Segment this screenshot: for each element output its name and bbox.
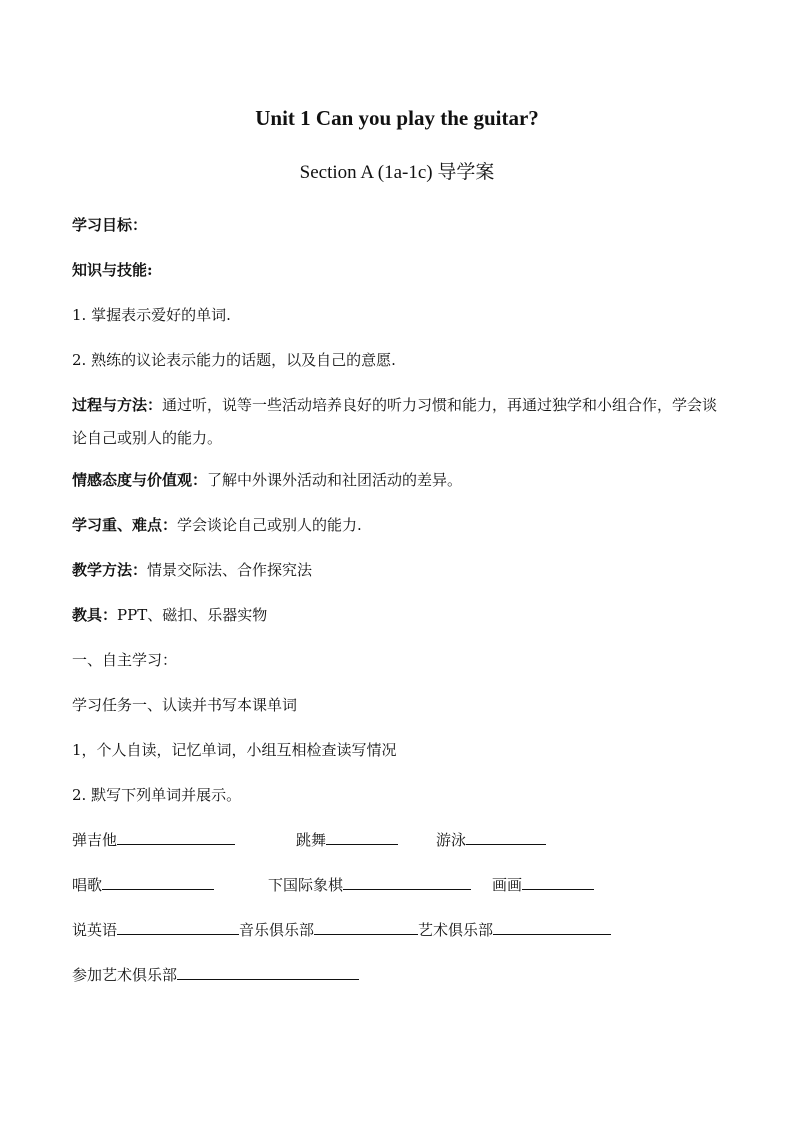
answer-blank[interactable] (177, 965, 359, 980)
answer-blank[interactable] (117, 920, 239, 935)
methods-label: 教学方法： (72, 561, 148, 579)
page-title: Unit 1 Can you play the guitar? (255, 106, 539, 130)
vocab-item (72, 919, 611, 941)
objectives-heading: 学习目标： (72, 216, 148, 234)
step2-line: 2. 默写下列单词并展示。 (72, 786, 242, 804)
vocab-item (72, 829, 235, 851)
answer-blank[interactable] (466, 830, 546, 845)
answer-blank[interactable] (102, 875, 214, 890)
process-text: 通过听，说等一些活动培养良好的听力习惯和能力，再通过独学和小组合作，学会谈论自己或别人的能力。 (72, 396, 718, 447)
vocab-word: 艺术俱乐部 (418, 921, 494, 939)
key-points-line (72, 514, 362, 536)
vocab-word: 下国际象棋 (268, 876, 344, 894)
vocab-word: 弹吉他 (72, 831, 118, 849)
answer-blank[interactable] (326, 830, 398, 845)
methods-text: 情景交际法、合作探究法 (147, 561, 313, 579)
vocab-word: 唱歌 (72, 876, 103, 894)
knowledge-item-1: 1. 掌握表示爱好的单词. (72, 306, 231, 324)
vocab-word: 说英语 (72, 921, 118, 939)
answer-blank[interactable] (314, 920, 418, 935)
vocab-item (296, 829, 398, 851)
vocab-item (268, 874, 471, 896)
vocab-item (436, 829, 546, 851)
emotion-line (72, 469, 462, 491)
answer-blank[interactable] (343, 875, 471, 890)
step1-line: 1，个人自读，记忆单词，小组互相检查读写情况 (72, 741, 397, 759)
emotion-label: 情感态度与价值观： (72, 471, 208, 489)
tools-label: 教具： (72, 606, 118, 624)
answer-blank[interactable] (117, 830, 235, 845)
vocab-word: 跳舞 (296, 831, 327, 849)
task1-line: 学习任务一、认读并书写本课单词 (72, 696, 298, 714)
vocab-word: 音乐俱乐部 (239, 921, 315, 939)
process-label: 过程与方法： (72, 396, 163, 414)
tools-line (72, 604, 267, 626)
vocab-word: 游泳 (436, 831, 467, 849)
vocab-item (72, 964, 359, 986)
vocab-word: 画画 (492, 876, 523, 894)
answer-blank[interactable] (522, 875, 594, 890)
page-subtitle: Section A (1a-1c) 导学案 (299, 162, 495, 183)
vocab-item (492, 874, 594, 896)
tools-text: PPT、磁扣、乐器实物 (117, 606, 268, 624)
knowledge-item-2: 2. 熟练的议论表示能力的话题，以及自己的意愿. (72, 351, 396, 369)
emotion-text: 了解中外课外活动和社团活动的差异。 (207, 471, 463, 489)
methods-line (72, 559, 312, 581)
process-paragraph (72, 389, 732, 455)
vocab-word: 参加艺术俱乐部 (72, 966, 178, 984)
self-study-heading: 一、自主学习： (72, 651, 178, 669)
answer-blank[interactable] (493, 920, 611, 935)
knowledge-heading: 知识与技能: (72, 261, 153, 279)
vocab-item (72, 874, 214, 896)
key-points-text: 学会谈论自己或别人的能力. (177, 516, 362, 534)
key-points-label: 学习重、难点： (72, 516, 178, 534)
